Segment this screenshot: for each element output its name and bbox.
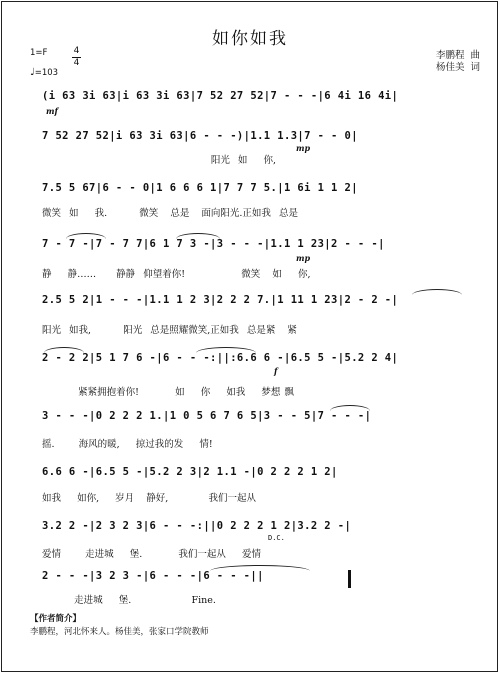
dynamic-mp: mp — [296, 143, 311, 153]
score-row-2-notes: 7 52 27 52|i 63 3i 63|6 - - -)|1.1 1.3|7 - - 0| — [42, 130, 358, 142]
score-row-7-notes: 3 - - -|0 2 2 2 1.|1 0 5 6 7 6 5|3 - - 5|7 - - -| — [42, 410, 372, 422]
slur — [412, 289, 462, 295]
key-signature — [30, 46, 80, 68]
composer-name: 李鹏程 — [435, 50, 465, 61]
song-title: 如你如我 — [212, 29, 288, 49]
slur — [66, 233, 106, 239]
tempo-value: =103 — [34, 68, 59, 78]
composer-role: 曲 — [470, 50, 480, 61]
author-intro — [30, 613, 209, 639]
time-signature — [72, 47, 81, 68]
score-row-7-lyrics: 摇. 海风的暖, 掠过我的发 情! — [42, 439, 213, 450]
score-row-3-lyrics: 微笑 如 我. 微笑 总是 面向阳光.正如我 总是 — [42, 208, 298, 219]
slur — [176, 233, 220, 239]
lyricist-name: 杨佳美 — [435, 62, 465, 73]
time-top: 4 — [73, 46, 80, 56]
score-row-8-notes: 6.6 6 -|6.5 5 -|5.2 2 3|2 1.1 -|0 2 2 2 1 2| — [42, 466, 338, 478]
dynamic-mp-2: mp — [296, 253, 311, 263]
key-label: 1=F — [30, 48, 48, 58]
author-intro-heading: 【作者简介】 — [30, 614, 82, 624]
slur — [196, 347, 256, 353]
composer-line — [436, 50, 480, 62]
lyricist-line — [436, 62, 480, 74]
score-row-4-lyrics: 静 静…… 静静 仰望着你! 微笑 如 你, — [42, 269, 311, 280]
dynamic-f: f — [274, 366, 278, 376]
final-barline — [348, 570, 351, 588]
score-row-4-notes: 7 - 7 -|7 - 7 7|6 1 7 3 -|3 - - -|1.1 1 23|2 - - -| — [42, 238, 385, 250]
score-row-10-notes: 2 - - -|3 2 3 -|6 - - -|6 - - -|| — [42, 570, 264, 582]
tempo-mark — [30, 67, 58, 78]
score-row-9-lyrics: 爱情 走进城 堡. 我们一起从 爱情 — [42, 549, 261, 560]
score-row-10-lyrics: 走进城 堡. Fine. — [42, 595, 216, 606]
score-row-5-lyrics: 阳光 如我, 阳光 总是照耀微笑,正如我 总是紧 紧 — [42, 325, 297, 336]
score-row-8-lyrics: 如我 如你, 岁月 静好, 我们一起从 — [42, 493, 256, 504]
score-row-1-notes: (i 63 3i 63|i 63 3i 63|7 52 27 52|7 - - -|6 4i 16 4i| — [42, 90, 399, 102]
slur — [44, 347, 84, 353]
score-row-6-notes: 2 - 2 2|5 1 7 6 -|6 - - -:||:6.6 6 -|6.5 5 -|5.2 2 4| — [42, 352, 399, 364]
dc-mark: D.C. — [268, 534, 285, 542]
score-row-9-notes: 3.2 2 -|2 3 2 3|6 - - -:||0 2 2 2 1 2|3.2 2 -| — [42, 520, 352, 532]
score-row-2-lyrics: 阳光 如 你, — [42, 155, 276, 166]
score-row-5-notes: 2.5 5 2|1 - - -|1.1 1 2 3|2 2 2 7.|1 11 1 23|2 - 2 -| — [42, 294, 399, 306]
slur — [330, 405, 370, 411]
time-bottom: 4 — [73, 58, 80, 68]
slur — [210, 565, 310, 571]
score-row-6-lyrics: 紧紧拥抱着你! 如 你 如我 梦想 飘 — [42, 387, 294, 398]
dynamic-mf: mf — [46, 106, 58, 116]
credits — [436, 50, 480, 74]
score-row-3-notes: 7.5 5 67|6 - - 0|1 6 6 6 1|7 7 7 5.|1 6i 1 1 2| — [42, 182, 358, 194]
author-intro-text: 李鹏程，河北怀来人。杨佳美，张家口学院教师 — [30, 627, 209, 637]
lyricist-role: 词 — [470, 62, 480, 73]
quarter-note-icon: ♩ — [30, 67, 35, 78]
